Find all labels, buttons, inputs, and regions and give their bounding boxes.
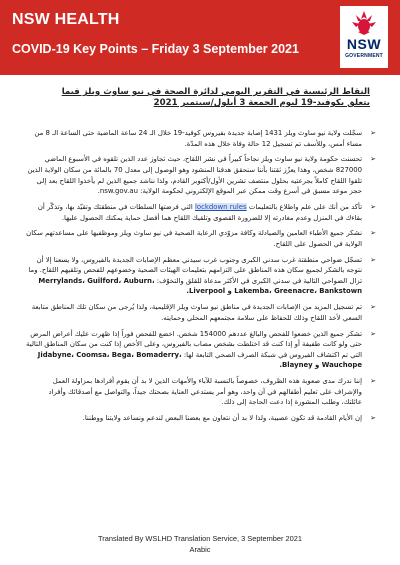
bullet-icon: ➢ — [370, 255, 376, 264]
item-text: سجّلت ولاية نيو ساوث ويلز 1431 إصابة جديدة بفيروس كوفيد-19 خلال الـ 24 ساعة الماضية حتى الساعة الـ 8 من مساء أمس، وللأسف تم تسجيل 12 حالة وفاة خلال هذه المدّة. — [34, 129, 362, 148]
item-text: تسجّل ضواحي منطقتة غرب سدني الكبرى وجنوب غرب سيدني معظم الإصابات الجديدة بالفيروس، ولا يسعنا إلا أن نتوجه بالشكر لجميع سكان هذه المناطق على التزامهم بتعليمات الهيئات الصحية وخضوعهم للفحص وتلقيهم اللقاح. وما تزال الضواحي التالية في سدني الكبرى في الأكثر مدعاة للقلق والتخوّف: — [28, 255, 362, 285]
key-points-list — [26, 128, 376, 429]
waratah-icon — [344, 10, 384, 36]
item-text: إن الأيام القادمة قد تكون عصيبة، ولذا لا بد أن نتعاون مع بعضنا البعض لندعم ونساعد ولايتنا ووطننا. — [82, 414, 362, 423]
lockdown-rules-link[interactable]: lockdown rules — [195, 202, 247, 211]
item-text: تم تسجيل المزيد من الإصابات الجديدة في مناطق نيو ساوث ويلز الإقليمية، ولذا يُرجى من سكان تلك المناطق متابعة السعي لأخذ اللقاح وذلك للحفاظ على سلامة مجتمعهم المحلي وحمايته. — [31, 303, 362, 322]
list-item — [26, 413, 376, 424]
header-title: NSW HEALTH — [12, 11, 120, 28]
bullet-icon: ➢ — [370, 377, 376, 386]
list-item — [26, 255, 376, 297]
logo-subtext: GOVERNMENT — [345, 53, 383, 59]
header-subtitle: COVID-19 Key Points – Friday 3 September 2021 — [12, 42, 299, 56]
bullet-icon: ➢ — [370, 129, 376, 137]
item-text: نشكر جميع الأطباء العامين والصيادلة وكافة مزوّدي الرعاية الصحية في نيو ساوث ويلز وموظفيها على مساعدتهم سكان الولاية في الحصول على اللقاح. — [26, 229, 362, 248]
list-item — [26, 302, 376, 323]
sewage-sites-list: Jidabyne، Coomsa، Bega، Bomaderry، Wauchope و Blayney. — [37, 350, 362, 370]
list-item — [26, 376, 376, 408]
footer-language: Arabic — [189, 545, 211, 554]
list-item — [26, 329, 376, 371]
bullet-icon: ➢ — [370, 229, 376, 238]
list-item — [26, 202, 376, 223]
logo-text: NSW — [346, 36, 382, 52]
item-text: التي فرضتها السلطات في منطقتك وتقيّد بها، وتذكّر أن بقاءك في المنزل وعدم مغادرته إلا للضرورة القصوى وتلقيك اللقاح هما أفضل حماية يمكنك الحصول عليها. — [37, 202, 362, 222]
list-item — [26, 228, 376, 249]
header-banner — [0, 0, 400, 75]
bullet-icon: ➢ — [370, 155, 376, 164]
bullet-icon: ➢ — [370, 202, 376, 211]
bullet-icon: ➢ — [370, 329, 376, 338]
nsw-government-logo — [340, 6, 388, 68]
bullet-icon: ➢ — [370, 414, 376, 423]
footer-translation-credit: Translated By WSLHD Translation Service, 3 September 2021 — [98, 534, 302, 543]
document-heading: النقاط الرئيسية في التقرير اليومي لدائرة الصحة في نيو ساوث ويلز فيما يتعلق بكوفيد-19 ليوم الجمعة 3 أيلول/سبتمبر 2021 — [61, 87, 370, 108]
suburb-list: Merrylands، Guilford، Auburn، Lakemba، Greenacre، Bankstown و Liverpool. — [38, 276, 362, 296]
list-item — [26, 154, 376, 196]
item-text: إننا ندرك مدى صعوبة هذه الظروف، خصوصاً بالنسبة للآباء والأمهات الذين لا بد أن يقوم أفرادها بمزاولة العمل والإشراف على تعليم أطفالهم في آن واحد، وهو أمر يستدعي العناية بصحتك جيداً، والتواصل مع أصدقائك وأفراد عائلتك، وطلب المشورة إذا دعت الحاجة إلى ذلك. — [48, 377, 362, 407]
item-text: تأكد من أنك على علم واطلاع بالتعليمات — [248, 202, 362, 211]
item-text: تحسنت حكومة ولاية نيو ساوث ويلز نجاحاً كبيراً في نشر اللقاح، حيث تجاوز عدد الذين تلقوه في الأسبوع الماضي 827000 شخص، وهذا يعزّز ثقتنا بأننا سنحقق هدفنا المنشود وهو الوصول إلى معدل 70 بالمائة من سكان الولاية الذين تلقوا اللقاح كاملاً بجرعتيه بحلول منتصف تشرين الأول/أكتوبر القادم، ولذا نناشد جميع الذين لم يأخذوا اللقاح بعد إلى حجز موعد مسبق في أسرع وقت ممكن عبر الموقع الإلكتروني لحكومة الولاية: nsw.gov.au. — [27, 155, 362, 196]
list-item — [26, 128, 376, 149]
item-text: تشكر جميع الذين خضعوا للفحص والبالغ عددهم 154000 شخص. اخضع للفحص فوراً إذا ظهرت عليك أعراض المرض حتى ولو كانت طفيفة أو إذا كنت قد اختلطت بشخص مصاب بالفيروس، وعلى الأخص إذا كنت من سكان المناطق التالية التي تم اكتشاف الفيروس في شبكة الصرف الصحي التابعة لها: — [26, 329, 362, 359]
bullet-icon: ➢ — [370, 303, 376, 312]
